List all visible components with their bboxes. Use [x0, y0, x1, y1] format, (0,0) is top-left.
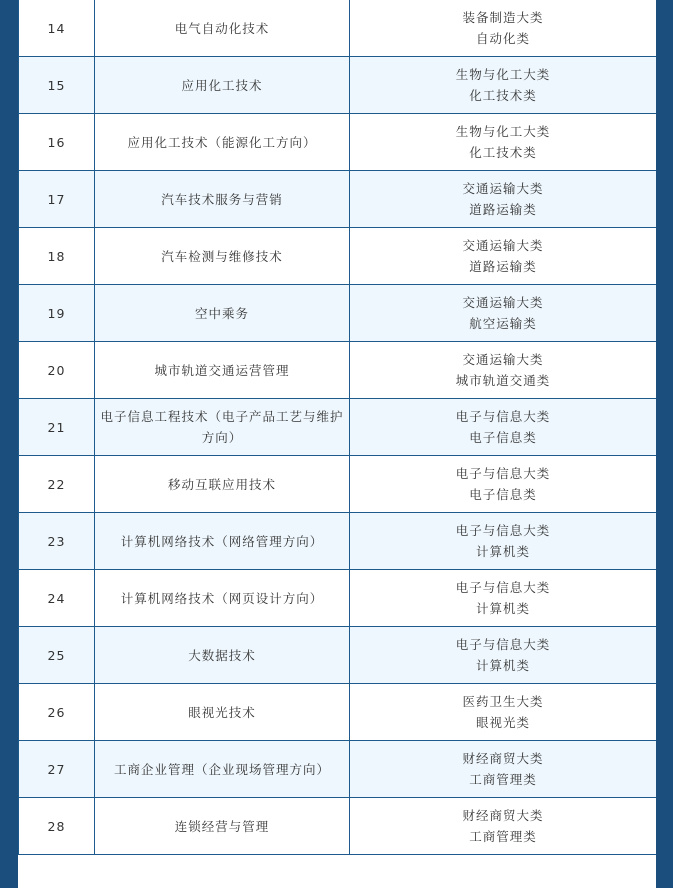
table-row — [19, 741, 657, 798]
row-number: 25 — [19, 627, 95, 684]
table-row — [19, 570, 657, 627]
category-minor: 道路运输类 — [469, 202, 537, 217]
category-major: 电子与信息大类 — [455, 523, 551, 538]
row-number: 19 — [19, 285, 95, 342]
category-major: 电子与信息大类 — [455, 466, 551, 481]
row-number: 14 — [19, 0, 95, 57]
category-major: 生物与化工大类 — [455, 67, 551, 82]
major-category — [350, 798, 657, 855]
major-name: 眼视光技术 — [95, 684, 350, 741]
table-row — [19, 513, 657, 570]
major-name: 应用化工技术 — [95, 57, 350, 114]
majors-table — [18, 0, 656, 855]
row-number: 18 — [19, 228, 95, 285]
category-minor: 眼视光类 — [475, 715, 530, 730]
category-major: 交通运输大类 — [462, 181, 544, 196]
major-category — [350, 513, 657, 570]
table-row — [19, 684, 657, 741]
table-row — [19, 627, 657, 684]
major-category — [350, 456, 657, 513]
category-minor: 道路运输类 — [469, 259, 537, 274]
row-number: 24 — [19, 570, 95, 627]
table-row — [19, 171, 657, 228]
category-major: 生物与化工大类 — [455, 124, 551, 139]
category-minor: 工商管理类 — [469, 829, 537, 844]
category-major: 交通运输大类 — [462, 295, 544, 310]
major-category — [350, 171, 657, 228]
table-row — [19, 57, 657, 114]
major-name: 计算机网络技术（网页设计方向） — [95, 570, 350, 627]
major-category — [350, 0, 657, 57]
major-name: 连锁经营与管理 — [95, 798, 350, 855]
category-major: 财经商贸大类 — [462, 808, 544, 823]
major-category — [350, 228, 657, 285]
major-name: 汽车技术服务与营销 — [95, 171, 350, 228]
major-name: 城市轨道交通运营管理 — [95, 342, 350, 399]
table-row — [19, 114, 657, 171]
major-name: 移动互联应用技术 — [95, 456, 350, 513]
major-category — [350, 627, 657, 684]
major-category — [350, 57, 657, 114]
document-page — [18, 0, 656, 888]
table-row — [19, 399, 657, 456]
row-number: 16 — [19, 114, 95, 171]
major-name: 应用化工技术（能源化工方向） — [95, 114, 350, 171]
table-row — [19, 342, 657, 399]
category-minor: 化工技术类 — [469, 88, 537, 103]
category-major: 装备制造大类 — [462, 10, 544, 25]
row-number: 15 — [19, 57, 95, 114]
table-row — [19, 228, 657, 285]
category-major: 医药卫生大类 — [462, 694, 544, 709]
table-row — [19, 285, 657, 342]
category-minor: 计算机类 — [475, 658, 530, 673]
major-name: 空中乘务 — [95, 285, 350, 342]
category-minor: 计算机类 — [475, 544, 530, 559]
major-category — [350, 684, 657, 741]
major-name: 电气自动化技术 — [95, 0, 350, 57]
row-number: 23 — [19, 513, 95, 570]
major-name: 电子信息工程技术（电子产品工艺与维护方向） — [95, 399, 350, 456]
major-category — [350, 570, 657, 627]
category-minor: 化工技术类 — [469, 145, 537, 160]
row-number: 17 — [19, 171, 95, 228]
category-minor: 工商管理类 — [469, 772, 537, 787]
row-number: 21 — [19, 399, 95, 456]
row-number: 27 — [19, 741, 95, 798]
category-minor: 电子信息类 — [469, 430, 537, 445]
major-category — [350, 285, 657, 342]
major-category — [350, 114, 657, 171]
category-minor: 电子信息类 — [469, 487, 537, 502]
table-row — [19, 0, 657, 57]
major-category — [350, 741, 657, 798]
row-number: 20 — [19, 342, 95, 399]
row-number: 22 — [19, 456, 95, 513]
table-row — [19, 456, 657, 513]
category-major: 电子与信息大类 — [455, 409, 551, 424]
major-name: 大数据技术 — [95, 627, 350, 684]
category-major: 交通运输大类 — [462, 352, 544, 367]
major-name: 工商企业管理（企业现场管理方向） — [95, 741, 350, 798]
major-category — [350, 342, 657, 399]
category-minor: 自动化类 — [475, 31, 530, 46]
category-minor: 计算机类 — [475, 601, 530, 616]
category-major: 电子与信息大类 — [455, 580, 551, 595]
major-category — [350, 399, 657, 456]
table-row — [19, 798, 657, 855]
category-major: 电子与信息大类 — [455, 637, 551, 652]
category-major: 交通运输大类 — [462, 238, 544, 253]
major-name: 汽车检测与维修技术 — [95, 228, 350, 285]
table-body — [19, 0, 657, 855]
category-minor: 城市轨道交通类 — [455, 373, 551, 388]
major-name: 计算机网络技术（网络管理方向） — [95, 513, 350, 570]
category-minor: 航空运输类 — [469, 316, 537, 331]
category-major: 财经商贸大类 — [462, 751, 544, 766]
row-number: 28 — [19, 798, 95, 855]
row-number: 26 — [19, 684, 95, 741]
